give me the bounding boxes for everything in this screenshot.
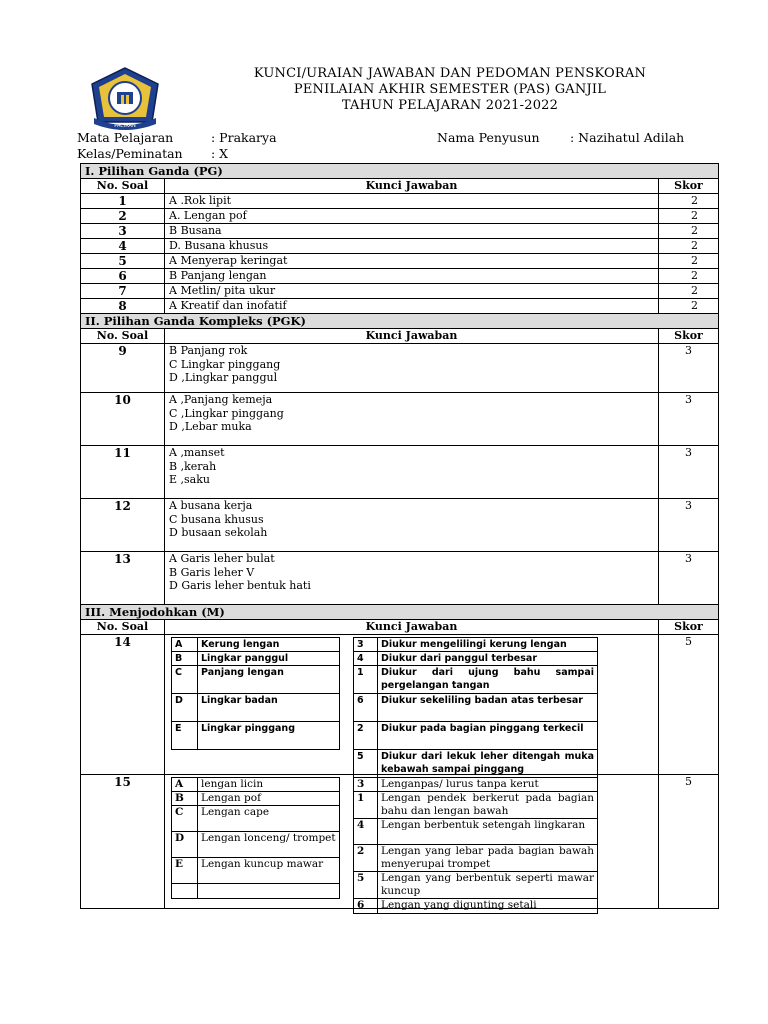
answer-line: C Lingkar pinggang — [169, 357, 281, 371]
pgk-row — [81, 499, 719, 552]
answer-text: B Busana — [165, 224, 659, 239]
answer-text: A Metlin/ pita ukur — [165, 284, 659, 299]
title-line-2: PENILAIAN AKHIR SEMESTER (PAS) GANJIL — [293, 82, 607, 97]
item-description: Diukur mengelilingi kerung lengan — [378, 638, 598, 652]
question-number: 14 — [81, 635, 165, 775]
pgk-row — [81, 446, 719, 499]
item-letter: E — [172, 722, 198, 750]
item-description: Diukur pada bagian pinggang terkecil — [378, 722, 598, 750]
matching-left-item — [172, 666, 340, 694]
item-letter: A — [172, 778, 198, 792]
section-row — [81, 164, 719, 179]
item-description: Lenganpas/ lurus tanpa kerut — [378, 778, 598, 792]
section-title: II. Pilihan Ganda Kompleks (PGK) — [81, 314, 719, 329]
matching-left-table — [171, 637, 340, 750]
item-description: Diukur sekeliling badan atas terbesar — [378, 694, 598, 722]
matching-right-table — [353, 637, 598, 778]
matching-left-item — [172, 722, 340, 750]
item-letter: B — [172, 652, 198, 666]
item-description: Lengan yang lebar pada bagian bawah menyerupai trompet — [378, 845, 598, 872]
answer-lines — [165, 344, 659, 393]
empty-cell — [172, 884, 198, 899]
class-label: Kelas/Peminatan — [77, 146, 183, 161]
matching-row — [81, 775, 719, 909]
item-description: Lengan yang digunting setali — [378, 899, 598, 914]
item-number: 3 — [354, 638, 378, 652]
matching-right-item — [354, 778, 598, 792]
matching-right-table — [353, 777, 598, 914]
item-description: Diukur dari panggul terbesar — [378, 652, 598, 666]
item-text: Lingkar pinggang — [198, 722, 340, 750]
matching-left-item — [172, 652, 340, 666]
pgk-row — [81, 393, 719, 446]
answer-text: A Kreatif dan inofatif — [165, 299, 659, 314]
matching-left-empty — [172, 884, 340, 899]
score-value: 2 — [659, 239, 719, 254]
score-value: 3 — [659, 552, 719, 605]
pg-row — [81, 194, 719, 209]
answer-text: A. Lengan pof — [165, 209, 659, 224]
item-description: Lengan berbentuk setengah lingkaran — [378, 819, 598, 845]
column-header-row — [81, 329, 719, 344]
item-description: Lengan yang berbentuk seperti mawar kuncup — [378, 872, 598, 899]
score-value: 2 — [659, 209, 719, 224]
question-number: 7 — [81, 284, 165, 299]
pgk-row — [81, 344, 719, 393]
question-number: 8 — [81, 299, 165, 314]
answer-text: D. Busana khusus — [165, 239, 659, 254]
answer-line: A busana kerja — [169, 499, 253, 512]
pg-row — [81, 299, 719, 314]
item-text: Lengan lonceng/ trompet — [198, 832, 340, 858]
item-number: 6 — [354, 694, 378, 722]
item-number: 5 — [354, 872, 378, 899]
column-header-row — [81, 620, 719, 635]
score-value: 5 — [659, 775, 719, 909]
matching-right-item — [354, 652, 598, 666]
item-text: lengan licin — [198, 778, 340, 792]
pg-row — [81, 284, 719, 299]
section-row — [81, 314, 719, 329]
item-letter: B — [172, 792, 198, 806]
title-line-3: TAHUN PELAJARAN 2021-2022 — [341, 98, 559, 113]
item-text: Panjang lengan — [198, 666, 340, 694]
item-text: Lengan pof — [198, 792, 340, 806]
svg-text:PACIRAN: PACIRAN — [114, 123, 136, 129]
item-number: 4 — [354, 819, 378, 845]
question-number: 5 — [81, 254, 165, 269]
question-number: 12 — [81, 499, 165, 552]
matching-right-item — [354, 845, 598, 872]
pg-row — [81, 239, 719, 254]
item-text: Lingkar panggul — [198, 652, 340, 666]
matching-right-item — [354, 872, 598, 899]
answer-key-table — [80, 163, 719, 909]
answer-line: D Garis leher bentuk hati — [169, 579, 311, 592]
question-number: 2 — [81, 209, 165, 224]
question-number: 1 — [81, 194, 165, 209]
matching-right-item — [354, 694, 598, 722]
item-number: 6 — [354, 899, 378, 914]
pg-row — [81, 254, 719, 269]
answer-text: A .Rok lipit — [165, 194, 659, 209]
answer-text: B Panjang lengan — [165, 269, 659, 284]
score-value: 2 — [659, 224, 719, 239]
score-value: 5 — [659, 635, 719, 775]
pg-row — [81, 224, 719, 239]
matching-left-item — [172, 638, 340, 652]
matching-right-item — [354, 819, 598, 845]
answer-line: B ,kerah — [169, 459, 217, 473]
section-row — [81, 605, 719, 620]
author-label: Nama Penyusun — [437, 130, 540, 145]
matching-right-item — [354, 638, 598, 652]
matching-left-table — [171, 777, 340, 899]
matching-left-item — [172, 792, 340, 806]
matching-left-item — [172, 858, 340, 884]
section-title: I. Pilihan Ganda (PG) — [81, 164, 719, 179]
header-key: Kunci Jawaban — [165, 620, 659, 635]
subject-label: Mata Pelajaran — [77, 130, 174, 145]
item-number: 2 — [354, 845, 378, 872]
answer-line: B Garis leher V — [169, 565, 255, 579]
header-score: Skor — [659, 329, 719, 344]
answer-line: C ,Lingkar pinggang — [169, 406, 284, 420]
answer-lines — [165, 393, 659, 446]
matching-right-item — [354, 666, 598, 694]
item-letter: A — [172, 638, 198, 652]
matching-row — [81, 635, 719, 775]
answer-line: D ,Lingkar panggul — [169, 371, 278, 384]
header-key: Kunci Jawaban — [165, 179, 659, 194]
matching-key — [165, 775, 659, 909]
subject-value: : Prakarya — [211, 130, 277, 145]
item-text: Lengan kuncup mawar — [198, 858, 340, 884]
answer-line: C busana khusus — [169, 512, 264, 526]
answer-lines — [165, 446, 659, 499]
header-no: No. Soal — [81, 620, 165, 635]
item-text: Kerung lengan — [198, 638, 340, 652]
matching-left-item — [172, 694, 340, 722]
item-description: Lengan pendek berkerut pada bagian bahu dan lengan bawah — [378, 792, 598, 819]
matching-key — [165, 635, 659, 775]
item-number: 2 — [354, 722, 378, 750]
score-value: 2 — [659, 284, 719, 299]
item-text: Lengan cape — [198, 806, 340, 832]
header-no: No. Soal — [81, 179, 165, 194]
item-letter: C — [172, 806, 198, 832]
question-number: 4 — [81, 239, 165, 254]
class-value: : X — [211, 146, 229, 161]
score-value: 2 — [659, 254, 719, 269]
answer-text: A Menyerap keringat — [165, 254, 659, 269]
answer-line: A Garis leher bulat — [169, 552, 275, 565]
matching-left-item — [172, 778, 340, 792]
school-logo — [88, 66, 162, 132]
answer-line: B Panjang rok — [169, 344, 248, 357]
item-description: Diukur dari lekuk leher ditengah muka kebawah sampai pinggang — [378, 750, 598, 778]
answer-line: D ,Lebar muka — [169, 420, 252, 433]
item-letter: E — [172, 858, 198, 884]
score-value: 2 — [659, 269, 719, 284]
matching-right-item — [354, 750, 598, 778]
matching-left-item — [172, 832, 340, 858]
section-title: III. Menjodohkan (M) — [81, 605, 719, 620]
answer-line: A ,manset — [169, 446, 225, 459]
matching-left-item — [172, 806, 340, 832]
author-value: : Nazihatul Adilah — [570, 130, 685, 145]
question-number: 13 — [81, 552, 165, 605]
question-number: 6 — [81, 269, 165, 284]
header-key: Kunci Jawaban — [165, 329, 659, 344]
matching-right-item — [354, 792, 598, 819]
item-letter: D — [172, 694, 198, 722]
answer-lines — [165, 499, 659, 552]
answer-line: D busaan sekolah — [169, 526, 268, 539]
item-text: Lingkar badan — [198, 694, 340, 722]
item-letter: D — [172, 832, 198, 858]
item-number: 5 — [354, 750, 378, 778]
header-score: Skor — [659, 620, 719, 635]
header-score: Skor — [659, 179, 719, 194]
answer-line: A ,Panjang kemeja — [169, 393, 273, 406]
item-description: Diukur dari ujung bahu sampai pergelangan tangan — [378, 666, 598, 694]
item-number: 4 — [354, 652, 378, 666]
pg-row — [81, 209, 719, 224]
answer-line: E ,saku — [169, 473, 210, 486]
item-letter: C — [172, 666, 198, 694]
score-value: 3 — [659, 446, 719, 499]
question-number: 9 — [81, 344, 165, 393]
matching-right-item — [354, 899, 598, 914]
question-number: 15 — [81, 775, 165, 909]
pg-row — [81, 269, 719, 284]
empty-cell — [198, 884, 340, 899]
item-number: 3 — [354, 778, 378, 792]
matching-right-item — [354, 722, 598, 750]
score-value: 2 — [659, 299, 719, 314]
item-number: 1 — [354, 792, 378, 819]
score-value: 3 — [659, 344, 719, 393]
header-no: No. Soal — [81, 329, 165, 344]
score-value: 3 — [659, 499, 719, 552]
question-number: 10 — [81, 393, 165, 446]
question-number: 3 — [81, 224, 165, 239]
question-number: 11 — [81, 446, 165, 499]
title-line-1: KUNCI/URAIAN JAWABAN DAN PEDOMAN PENSKORAN — [253, 66, 647, 81]
score-value: 2 — [659, 194, 719, 209]
pgk-row — [81, 552, 719, 605]
answer-lines — [165, 552, 659, 605]
column-header-row — [81, 179, 719, 194]
item-number: 1 — [354, 666, 378, 694]
score-value: 3 — [659, 393, 719, 446]
